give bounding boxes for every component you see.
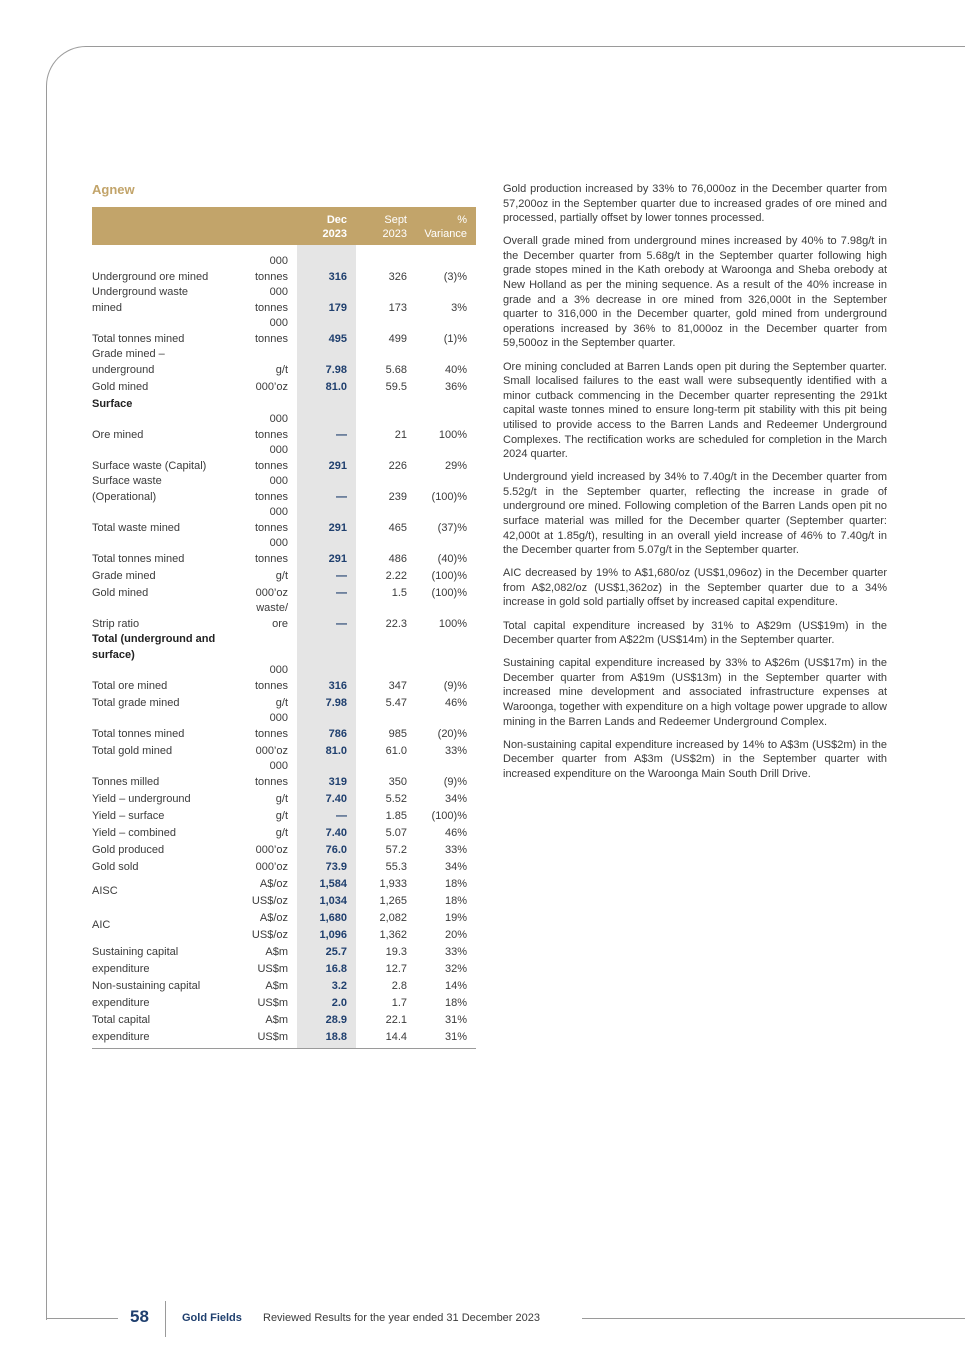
table-row: Total ore mined 000 tonnes 316 347 (9)% xyxy=(92,663,476,694)
table-row: expenditure US$m 2.0 1.7 18% xyxy=(92,994,476,1011)
paragraph: Gold production increased by 33% to 76,000oz in the December quarter from 57,200oz in the September quarter due to increased grades of ore mined and processed, partially offset by lower tonnes processed. xyxy=(503,183,887,225)
paragraph: Sustaining capital expenditure increased by 33% to A$26m (US$17m) in the December quarter from A$19m (US$13m) in the September quarter with increased mine development and associated infrastructure expenses at Waroonga, together with expenditure on a high voltage power upgrade to allow mining in the Barren Lands and Redeemer Underground Complex. xyxy=(503,657,887,728)
paragraph: Overall grade mined from underground mines increased by 40% to 7.98g/t in the December quarter from 5.68g/t in the September quarter following high grade stopes mined in the Kath orebody at Waroonga and Sheba orebody at New Holland as per the mining sequence. As a result of the 40% increase in grade and a 3% decrease in ore mined from 326,000t in the September quarter to 316,000 in the December quarter, gold mined from underground operations increased by 36% to 81,000oz in the December quarter from 59,500oz in the September quarter. xyxy=(503,235,887,350)
operating-results-table xyxy=(92,207,476,1049)
page-frame-left xyxy=(46,100,47,1320)
table-row: Surface waste (Capital) 000 tonnes 291 226 29% xyxy=(92,443,476,474)
table-row: expenditure US$m 18.8 14.4 31% xyxy=(92,1028,476,1049)
table-row: Underground waste mined 000 tonnes 179 173 3% xyxy=(92,285,476,316)
header-sept-2023: Sept 2023 xyxy=(356,207,416,245)
table-row: Gold sold 000’oz 73.9 55.3 34% xyxy=(92,858,476,875)
footer-company-name: Gold Fields xyxy=(182,1312,242,1324)
table-row: Gold mined 000’oz 81.0 59.5 36% xyxy=(92,378,476,395)
table-row: Total gold mined 000’oz 81.0 61.0 33% xyxy=(92,742,476,759)
page-frame-bottom-left xyxy=(46,1318,118,1319)
table-row: Grade mined g/t — 2.22 (100)% xyxy=(92,567,476,584)
table-row: Total tonnes mined 000 tonnes 786 985 (20)% xyxy=(92,711,476,742)
group-heading-surface: Surface xyxy=(92,395,476,412)
table-row: Grade mined – underground g/t 7.98 5.68 40% xyxy=(92,347,476,378)
table-row: Underground ore mined 000 tonnes 316 326 (3)% xyxy=(92,254,476,285)
paragraph: Total capital expenditure increased by 31% to A$29m (US$19m) in the December quarter from A$22m (US$14m) in the September quarter. xyxy=(503,619,887,647)
paragraph: Underground yield increased by 34% to 7.40g/t in the December quarter from 5.52g/t in the September quarter, reflecting the increase in grade of underground ore mined. Following completion of the Barren Lands open pit no surface material was milled for the December quarter (September quarter: 42,000t at 1.85g/t), resulting in an overall yield increase of 46% to 7.40g/t in the December quarter from 5.07g/t in the September quarter. xyxy=(503,471,887,557)
header-variance: % Variance xyxy=(416,207,476,245)
header-dec-2023: Dec 2023 xyxy=(297,207,356,245)
table-row: Yield – underground g/t 7.40 5.52 34% xyxy=(92,790,476,807)
table-row: AIC A$/oz 1,680 2,082 19% xyxy=(92,909,476,926)
paragraph: AIC decreased by 19% to A$1,680/oz (US$1,096oz) in the December quarter from A$2,082/oz (US$1,362oz) in the September quarter due to a 34% increase in gold sold partially offset by increased capital expenditure. xyxy=(503,567,887,609)
footer-document-title: Reviewed Results for the year ended 31 December 2023 xyxy=(263,1312,540,1324)
table-row: AISC A$/oz 1,584 1,933 18% xyxy=(92,875,476,892)
table-header-row xyxy=(92,207,476,245)
table-row: Total tonnes mined 000 tonnes 495 499 (1)% xyxy=(92,316,476,347)
table-row: Strip ratio waste/ ore — 22.3 100% xyxy=(92,601,476,632)
commentary-text xyxy=(503,182,887,790)
table-row: US$/oz 1,096 1,362 20% xyxy=(92,926,476,943)
table-row: Sustaining capital A$m 25.7 19.3 33% xyxy=(92,943,476,960)
section-title: Agnew xyxy=(92,182,135,197)
table-row: Non-sustaining capital A$m 3.2 2.8 14% xyxy=(92,977,476,994)
table-row: Yield – combined g/t 7.40 5.07 46% xyxy=(92,824,476,841)
paragraph: Non-sustaining capital expenditure increased by 14% to A$3m (US$2m) in the December quarter from A$3m (US$2m) in the September quarter with increased expenditure on the Waroonga Main South Drill Drive. xyxy=(503,738,887,780)
group-heading-total: Total (underground and surface) xyxy=(92,632,476,663)
table-row: Ore mined 000 tonnes — 21 100% xyxy=(92,412,476,443)
table-row: Gold mined 000’oz — 1.5 (100)% xyxy=(92,584,476,601)
table-row: Total capital A$m 28.9 22.1 31% xyxy=(92,1011,476,1028)
page-number: 58 xyxy=(130,1307,149,1326)
table-row: Total grade mined g/t 7.98 5.47 46% xyxy=(92,694,476,711)
table-row: Gold produced 000’oz 76.0 57.2 33% xyxy=(92,841,476,858)
paragraph: Ore mining concluded at Barren Lands open pit during the September quarter. Small localised failures to the east wall were subsequently identified with a minor cutback commencing in the December quarter representing the 291kt capital waste tonnes mined to ensure long-term pit stability with this pit being utilised to provide access to the Barren Lands and Redeemer Underground Complexes. The rectification works are scheduled for completion in the March 2024 quarter. xyxy=(503,360,887,461)
table-row: US$/oz 1,034 1,265 18% xyxy=(92,892,476,909)
table-row: Total waste mined 000 tonnes 291 465 (37)% xyxy=(92,505,476,536)
table-row: Surface waste (Operational) 000 tonnes — 239 (100)% xyxy=(92,474,476,505)
footer-divider xyxy=(165,1301,166,1337)
page-frame-top xyxy=(46,46,965,107)
table-row: Tonnes milled 000 tonnes 319 350 (9)% xyxy=(92,759,476,790)
table-row: Yield – surface g/t — 1.85 (100)% xyxy=(92,807,476,824)
page-frame-bottom-right xyxy=(582,1318,965,1319)
table-row: expenditure US$m 16.8 12.7 32% xyxy=(92,960,476,977)
table-row: Total tonnes mined 000 tonnes 291 486 (40)% xyxy=(92,536,476,567)
